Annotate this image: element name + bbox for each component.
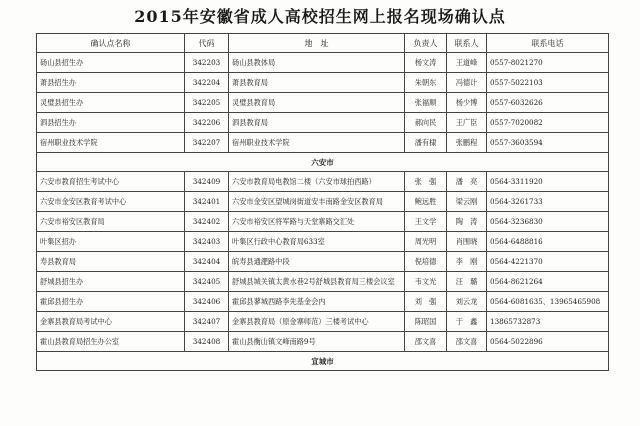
cell-code: 342401 bbox=[185, 192, 229, 212]
cell-director: 朱朝东 bbox=[405, 73, 447, 93]
cell-address: 宿州职业技术学院 bbox=[229, 133, 405, 153]
cell-name: 灵璧县招生办 bbox=[37, 93, 185, 113]
table-row bbox=[37, 192, 609, 212]
confirmation-points-table bbox=[36, 33, 609, 371]
cell-name: 宿州职业技术学院 bbox=[37, 133, 185, 153]
cell-code: 342403 bbox=[185, 232, 229, 252]
cell-address: 六安市教育局电教馆二楼（六安市球拍西路） bbox=[229, 172, 405, 192]
cell-address: 泗县教育局 bbox=[229, 113, 405, 133]
cell-contact: 潘 亮 bbox=[447, 172, 487, 192]
cell-address: 灵璧县教育局 bbox=[229, 93, 405, 113]
cell-director: 王文学 bbox=[405, 212, 447, 232]
cell-director: 潘有棣 bbox=[405, 133, 447, 153]
cell-name: 金寨县教育局考试中心 bbox=[37, 312, 185, 332]
cell-address: 六安市金安区望城岗街道安丰南路金安区教育局 bbox=[229, 192, 405, 212]
cell-code: 342405 bbox=[185, 272, 229, 292]
cell-name: 叶集区招办 bbox=[37, 232, 185, 252]
cell-phone: 0557-8021270 bbox=[487, 53, 609, 73]
cell-contact: 于 鑫 bbox=[447, 312, 487, 332]
table-row bbox=[37, 272, 609, 292]
header-contact: 联系人 bbox=[447, 34, 487, 53]
table-row bbox=[37, 93, 609, 113]
cell-name: 霍邱县招生办 bbox=[37, 292, 185, 312]
cell-director: 张 强 bbox=[405, 172, 447, 192]
cell-contact: 肖围晓 bbox=[447, 232, 487, 252]
section-header-row bbox=[37, 153, 609, 172]
cell-code: 342205 bbox=[185, 93, 229, 113]
cell-code: 342409 bbox=[185, 172, 229, 192]
cell-address: 霍邱县蓼城西路李先基金会内 bbox=[229, 292, 405, 312]
cell-phone: 0557-5022103 bbox=[487, 73, 609, 93]
cell-director: 郝向民 bbox=[405, 113, 447, 133]
table-row bbox=[37, 292, 609, 312]
cell-code: 342408 bbox=[185, 332, 229, 352]
cell-contact: 王道峰 bbox=[447, 53, 487, 73]
cell-name: 泗县招生办 bbox=[37, 113, 185, 133]
cell-contact: 陶 涛 bbox=[447, 212, 487, 232]
cell-address: 叶集区行政中心教育局633室 bbox=[229, 232, 405, 252]
header-name: 确认点名称 bbox=[37, 34, 185, 53]
cell-address: 六安市裕安区将军路与天堂寨路交汇处 bbox=[229, 212, 405, 232]
header-address: 地 址 bbox=[229, 34, 405, 53]
cell-name: 砀山县招生办 bbox=[37, 53, 185, 73]
cell-address: 霍山县衡山镇文峰南路9号 bbox=[229, 332, 405, 352]
table-row bbox=[37, 133, 609, 153]
cell-name: 霍山县教育局招生办公室 bbox=[37, 332, 185, 352]
cell-phone: 0564-4221370 bbox=[487, 252, 609, 272]
table-row bbox=[37, 332, 609, 352]
cell-director: 刘 强 bbox=[405, 292, 447, 312]
cell-contact: 李 刚 bbox=[447, 252, 487, 272]
cell-contact: 杨少博 bbox=[447, 93, 487, 113]
cell-director: 杨文涛 bbox=[405, 53, 447, 73]
cell-phone: 0557-3603594 bbox=[487, 133, 609, 153]
cell-code: 342402 bbox=[185, 212, 229, 232]
cell-phone: 0564-8621264 bbox=[487, 272, 609, 292]
cell-code: 342204 bbox=[185, 73, 229, 93]
table-row bbox=[37, 232, 609, 252]
cell-contact: 冯德计 bbox=[447, 73, 487, 93]
cell-address: 舒城县城关镇太黄水巷2号舒城县教育局三楼会议室 bbox=[229, 272, 405, 292]
cell-name: 六安市教育招生考试中心 bbox=[37, 172, 185, 192]
table-body bbox=[37, 53, 609, 371]
cell-code: 342407 bbox=[185, 312, 229, 332]
cell-phone: 0564-6081635、13965465908 bbox=[487, 292, 609, 312]
table-row bbox=[37, 252, 609, 272]
table-row bbox=[37, 113, 609, 133]
cell-code: 342203 bbox=[185, 53, 229, 73]
cell-name: 六安市裕安区教育局 bbox=[37, 212, 185, 232]
header-code: 代码 bbox=[185, 34, 229, 53]
cell-code: 342406 bbox=[185, 292, 229, 312]
page-title: 2015年安徽省成人高校招生网上报名现场确认点 bbox=[134, 7, 506, 26]
cell-director: 周光明 bbox=[405, 232, 447, 252]
cell-contact: 张鹏程 bbox=[447, 133, 487, 153]
cell-name: 寿县教育局 bbox=[37, 252, 185, 272]
cell-phone: 0564-3236830 bbox=[487, 212, 609, 232]
cell-address: 砀山县教体局 bbox=[229, 53, 405, 73]
table-header-row bbox=[37, 34, 609, 53]
cell-director: 韦文光 bbox=[405, 272, 447, 292]
cell-code: 342404 bbox=[185, 252, 229, 272]
cell-director: 陈昭国 bbox=[405, 312, 447, 332]
section-label: 宣城市 bbox=[37, 352, 609, 371]
cell-phone: 13865732873 bbox=[487, 312, 609, 332]
cell-name: 六安市金安区教育考试中心 bbox=[37, 192, 185, 212]
cell-code: 342206 bbox=[185, 113, 229, 133]
table-row bbox=[37, 312, 609, 332]
cell-director: 鲍远胜 bbox=[405, 192, 447, 212]
cell-code: 342207 bbox=[185, 133, 229, 153]
table-row bbox=[37, 212, 609, 232]
cell-address: 皖寿县通淝路中段 bbox=[229, 252, 405, 272]
section-header-row bbox=[37, 352, 609, 371]
cell-contact: 汪 璐 bbox=[447, 272, 487, 292]
cell-phone: 0564-3311920 bbox=[487, 172, 609, 192]
cell-contact: 邵文喜 bbox=[447, 332, 487, 352]
cell-phone: 0557-7020082 bbox=[487, 113, 609, 133]
cell-contact: 刘云龙 bbox=[447, 292, 487, 312]
cell-director: 张福顺 bbox=[405, 93, 447, 113]
header-phone: 联系电话 bbox=[487, 34, 609, 53]
header-director: 负责人 bbox=[405, 34, 447, 53]
cell-address: 萧县教育局 bbox=[229, 73, 405, 93]
cell-phone: 0564-6488816 bbox=[487, 232, 609, 252]
cell-phone: 0557-6032626 bbox=[487, 93, 609, 113]
cell-phone: 0564-5022896 bbox=[487, 332, 609, 352]
table-row bbox=[37, 73, 609, 93]
cell-director: 邵文喜 bbox=[405, 332, 447, 352]
table-row bbox=[37, 53, 609, 73]
cell-name: 舒城县招生办 bbox=[37, 272, 185, 292]
section-label: 六安市 bbox=[37, 153, 609, 172]
cell-address: 金寨县教育局（原金寨师范）三楼考试中心 bbox=[229, 312, 405, 332]
table-row bbox=[37, 172, 609, 192]
cell-name: 萧县招生办 bbox=[37, 73, 185, 93]
cell-director: 倪培德 bbox=[405, 252, 447, 272]
cell-phone: 0564-3261733 bbox=[487, 192, 609, 212]
cell-contact: 梁云刚 bbox=[447, 192, 487, 212]
cell-contact: 王广臣 bbox=[447, 113, 487, 133]
